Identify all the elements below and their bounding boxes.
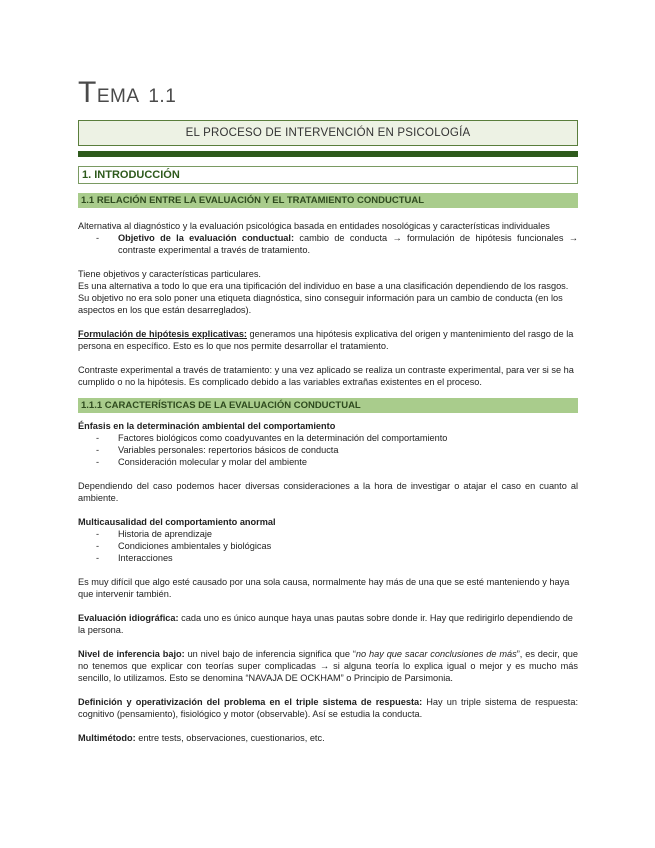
enfasis-heading: Énfasis en la determinación ambiental del comportamiento: [78, 421, 336, 431]
paragraph-inferencia: [78, 648, 578, 684]
paragraph-definicion: [78, 696, 578, 720]
intro-paragraph: Alternativa al diagnóstico y la evaluación psicológica basada en entidades nosológicas y características individuales: [78, 221, 550, 231]
inferencia-italic: no hay que sacar conclusiones de más: [355, 649, 517, 659]
paragraph-dependiendo: Dependiendo del caso podemos hacer diversas consideraciones a la hora de investigar o atajar el caso en cuanto al ambiente.: [78, 481, 578, 503]
subtitle-text: EL PROCESO DE INTERVENCIÓN EN PSICOLOGÍA: [185, 127, 471, 139]
paragraph-alternativa: Es una alternativa a todo lo que era una tipificación del individuo en base a una clasificación dependiendo de los rasgos.: [78, 281, 569, 291]
list-item: - Condiciones ambientales y biológicas: [78, 540, 578, 552]
section-heading-introduccion: 1. INTRODUCCIÓN: [78, 166, 578, 184]
list-item: - Factores biológicos como coadyuvantes en la determinación del comportamiento: [78, 432, 578, 444]
paragraph-etiqueta: Su objetivo no era solo poner una etiqueta diagnóstica, sino conseguir información para un cambio de conducta (en los aspectos en los que están desarreglados).: [78, 293, 563, 315]
subsection-heading-caracteristicas: 1.1.1 CARACTERÍSTICAS DE LA EVALUACIÓN CONDUCTUAL: [78, 398, 578, 413]
tema-initial: T: [78, 76, 97, 109]
multimetodo-label: Multimétodo:: [78, 733, 136, 743]
objetivo-item: [78, 232, 578, 256]
objetivo-label: Objetivo de la evaluación conductual:: [118, 233, 295, 243]
paragraph-multimetodo: [78, 732, 578, 744]
definicion-text: Hay un triple sistema de respuesta: cognitivo (pensamiento), fisiológico y motor (observable). Así se estudia la conducta.: [78, 697, 578, 719]
enfasis-list: [78, 432, 578, 468]
definicion-label: Definición y operativización del problema en el triple sistema de respuesta:: [78, 697, 423, 707]
subtitle-box: [78, 120, 578, 146]
objetivo-text: cambio de conducta → formulación de hipótesis funcionales → contraste experimental a través de tratamiento.: [118, 233, 578, 255]
tema-rest: EMA: [96, 86, 140, 107]
paragraph-formulacion: [78, 328, 578, 352]
list-item: - Variables personales: repertorios básicos de conducta: [78, 444, 578, 456]
page-content: [78, 76, 578, 744]
subsection-heading-relacion: 1.1 RELACIÓN ENTRE LA EVALUACIÓN Y EL TRATAMIENTO CONDUCTUAL: [78, 193, 578, 208]
tema-heading: [78, 76, 578, 114]
paragraph-objetivos: Tiene objetivos y características particulares.: [78, 269, 261, 279]
inferencia-label: Nivel de inferencia bajo:: [78, 649, 185, 659]
inferencia-text-b: ”, es decir, que no tenemos que explicar con teorías super complicadas → si alguna teoría lo explica igual o mejor y es mucho más sencillo, lo utilizamos. Esto se denomina “NAVAJA DE OCKHAM” o Principio de Parsimonia.: [78, 649, 578, 683]
divider-bar: [78, 151, 578, 157]
idiografica-label: Evaluación idiográfica:: [78, 613, 179, 623]
multicausalidad-list: [78, 528, 578, 564]
formulacion-label: Formulación de hipótesis explicativas:: [78, 329, 247, 339]
objetivo-list: [78, 232, 578, 256]
idiografica-text: cada uno es único aunque haya unas pautas sobre donde ir. Hay que redirigirlo dependiendo de la persona.: [78, 613, 573, 635]
list-item: - Interacciones: [78, 552, 578, 564]
formulacion-text: generamos una hipótesis explicativa del origen y mantenimiento del rasgo de la persona en específico. Esto es lo que nos permite desarrollar el tratamiento.: [78, 329, 574, 351]
multimetodo-text: entre tests, observaciones, cuestionarios, etc.: [135, 733, 325, 743]
paragraph-idiografica: [78, 612, 578, 636]
tema-number: 1.1: [148, 86, 177, 107]
paragraph-dificil: Es muy difícil que algo esté causado por una sola causa, normalmente hay más de una que se esté manteniendo y haya que intervenir también.: [78, 577, 570, 599]
list-item: - Historia de aprendizaje: [78, 528, 578, 540]
list-item: - Consideración molecular y molar del ambiente: [78, 456, 578, 468]
paragraph-contraste: Contraste experimental a través de tratamiento: y una vez aplicado se realiza un contraste experimental, para ver si se ha cumplido o no la hipótesis. Es complicado debido a las variables extrañas existentes en el proceso.: [78, 365, 574, 387]
inferencia-text-a: un nivel bajo de inferencia significa que “: [184, 649, 356, 659]
multicausalidad-heading: Multicausalidad del comportamiento anormal: [78, 517, 276, 527]
